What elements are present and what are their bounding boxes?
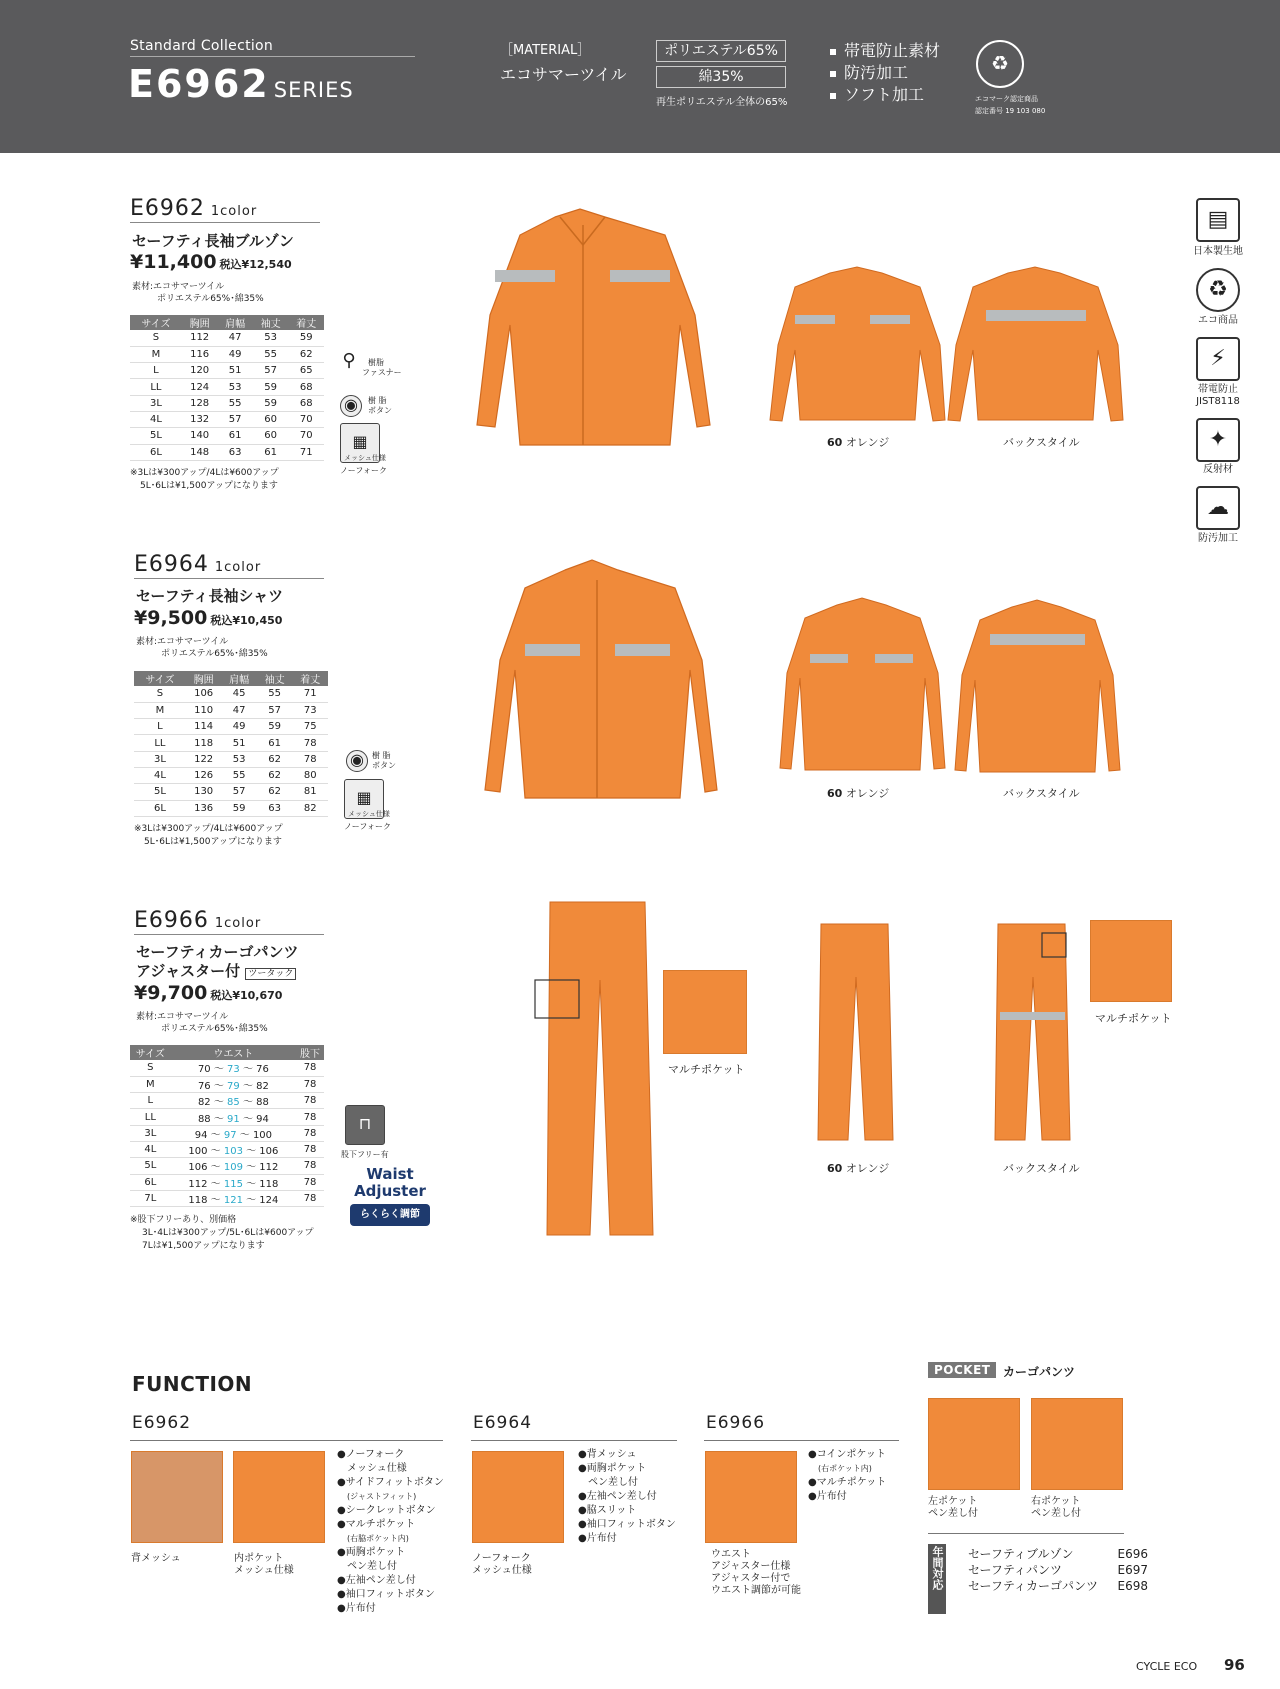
back-caption: バックスタイル: [1003, 1162, 1080, 1175]
table-row: LL 124 53 59 68: [130, 379, 324, 395]
eco-number: 認定番号 19 103 080: [975, 107, 1046, 115]
left-pocket-photo: [928, 1398, 1020, 1490]
composition-polyester: ポリエステル65%: [656, 40, 786, 62]
function-code: E6964: [473, 1413, 533, 1433]
feature-list: ● ノーフォーク メッシュ仕様 ● サイドフィットボタン (ジャストフィット) ● シークレットボタン ● マルチポケット (右脇ポケット内) ● 両胸ポケット ペン差し付 ● 左袖ペン差し付 ● 袖口フィットボタン ● 片布付: [337, 1448, 444, 1616]
material-line: 素材:エコサマーツイル: [132, 282, 225, 292]
product-name: セーフティカーゴパンツ: [136, 943, 299, 961]
photo-caption: 背メッシュ: [131, 1553, 181, 1564]
jacket-front-image: [465, 205, 715, 455]
waist-adjuster-badge: Waist Adjuster らくらく調節: [345, 1166, 435, 1226]
table-row: L 114 49 59 75: [134, 719, 328, 735]
zipper-icon: ⚲: [342, 350, 356, 371]
size-note: 5L･6Lは¥1,500アップになります: [140, 481, 278, 491]
icon-label: JIST8118: [1196, 396, 1240, 407]
icon-label: 帯電防止: [1198, 384, 1238, 395]
icon-label: 反射材: [1203, 464, 1233, 475]
divider: [928, 1533, 1124, 1534]
feature-label: ファスナー: [362, 368, 402, 377]
recycled-note: 再生ポリエステル全体の65%: [656, 97, 788, 108]
reflector-icon: ✦: [1196, 418, 1240, 462]
color-caption: 60 オレンジ: [827, 1162, 890, 1175]
stain-icon: ☁: [1196, 486, 1240, 530]
color-caption: 60 オレンジ: [827, 436, 890, 449]
size-note: 5L･6Lは¥1,500アップになります: [144, 837, 282, 847]
feature-label: ノーフォーク: [340, 466, 387, 475]
footer-brand: CYCLE ECO: [1136, 1660, 1198, 1673]
table-row: M 116 49 55 62: [130, 346, 324, 362]
size-note: ※3Lは¥300アップ/4Lは¥600アップ: [134, 824, 283, 834]
series-header: [0, 0, 1280, 153]
feature-antistatic: 帯電防止素材: [830, 38, 940, 61]
table-row: 7L 118 ～ 121 ～ 124 78: [130, 1190, 324, 1206]
button-icon: ◉: [346, 750, 368, 772]
photo-caption: メッシュ仕様: [472, 1565, 532, 1576]
pocket-title: カーゴパンツ: [1003, 1365, 1076, 1379]
mesh-icon: ▦: [340, 423, 380, 463]
photo-caption: メッシュ仕様: [234, 1565, 294, 1576]
table-row: 3L 128 55 59 68: [130, 395, 324, 411]
size-table-header: 袖丈: [253, 315, 289, 330]
table-row: S 106 45 55 71: [134, 686, 328, 702]
pocket-caption: マルチポケット: [668, 1063, 745, 1076]
photo-caption: 左ポケット ペン差し付: [928, 1496, 978, 1519]
material-line: 素材:エコサマーツイル: [136, 637, 229, 647]
mesh-icon: ▦: [344, 779, 384, 819]
size-note: ※3Lは¥300アップ/4Lは¥600アップ: [130, 468, 279, 478]
jacket-front-small-image: [770, 265, 945, 425]
material-label: ［MATERIAL］: [500, 43, 591, 58]
pants-front-small-image: [818, 922, 893, 1142]
size-table: [134, 671, 328, 817]
size-table: [130, 1045, 324, 1207]
feature-label: 股下フリー有: [341, 1150, 389, 1159]
divider: [130, 1440, 443, 1441]
size-table-header: 肩幅: [221, 671, 257, 686]
table-row: 3L 94 ～ 97 ～ 100 78: [130, 1125, 324, 1141]
waist-adjuster-photo: [705, 1451, 797, 1543]
back-caption: バックスタイル: [1003, 787, 1080, 800]
material-line: 素材:エコサマーツイル: [136, 1012, 229, 1022]
product-name-sub: アジャスター付 ツータック: [136, 960, 296, 981]
divider: [471, 1440, 677, 1441]
function-code: E6966: [706, 1413, 766, 1433]
material-name: エコサマーツイル: [500, 65, 627, 84]
feature-list: ● コインポケット (右ポケット内) ● マルチポケット ● 片布付: [808, 1448, 886, 1504]
no-fork-photo: [472, 1451, 564, 1543]
size-table-header: サイズ: [130, 315, 182, 330]
collection-label: Standard Collection: [130, 38, 274, 54]
table-row: L 82 ～ 85 ～ 88 78: [130, 1093, 324, 1109]
table-row: 4L 126 55 62 80: [134, 767, 328, 783]
pants-front-image: [545, 900, 655, 1240]
feature-label: ボタン: [368, 406, 392, 415]
table-row: LL 118 51 61 78: [134, 735, 328, 751]
divider: [134, 934, 324, 935]
product-code: E6962 1color: [130, 196, 258, 221]
icon-label: 日本製生地: [1193, 246, 1243, 257]
size-table-header: 肩幅: [217, 315, 253, 330]
pocket-tag: POCKET: [928, 1362, 996, 1378]
table-row: 6L 112 ～ 115 ～ 118 78: [130, 1174, 324, 1190]
product-price: ¥9,500 税込¥10,450: [134, 607, 283, 629]
button-icon: ◉: [340, 395, 362, 417]
function-code: E6962: [132, 1413, 192, 1433]
feature-stain: 防汚加工: [830, 60, 908, 83]
multi-pocket-back-photo: [1090, 920, 1172, 1002]
feature-label: ボタン: [372, 761, 396, 770]
shirt-back-image: [955, 600, 1120, 775]
size-note: 3L･4Lは¥300アップ/5L･6Lは¥600アップ: [142, 1228, 314, 1238]
year-round-list: セーフティブルゾン E696 セーフティパンツ E697 セーフティカーゴパンツ E698: [968, 1547, 1148, 1593]
size-note: 7Lは¥1,500アップになります: [142, 1241, 265, 1251]
product-name: セーフティ長袖シャツ: [136, 587, 284, 605]
material-line: ポリエステル65%･綿35%: [161, 649, 268, 659]
product-code: E6966 1color: [134, 908, 262, 933]
feature-label: メッシュ仕様: [344, 454, 386, 462]
back-mesh-photo: [131, 1451, 223, 1543]
product-price: ¥11,400 税込¥12,540: [130, 251, 292, 273]
multi-pocket-photo: [663, 970, 747, 1054]
fabric-icon: ▤: [1196, 198, 1240, 242]
page-number: 96: [1224, 1656, 1245, 1674]
table-row: LL 88 ～ 91 ～ 94 78: [130, 1109, 324, 1125]
table-row: 5L 106 ～ 109 ～ 112 78: [130, 1158, 324, 1174]
series-title: E6962 SERIES: [128, 62, 354, 106]
photo-caption: ウエスト アジャスター仕様 アジャスター付で ウエスト調節が可能: [711, 1549, 801, 1596]
shirt-front-small-image: [780, 598, 945, 773]
inner-pocket-photo: [233, 1451, 325, 1543]
icon-label: 防汚加工: [1198, 533, 1238, 544]
function-title: FUNCTION: [132, 1372, 253, 1396]
divider: [704, 1440, 899, 1441]
photo-caption: ノーフォーク: [472, 1553, 531, 1564]
color-caption: 60 オレンジ: [827, 787, 890, 800]
size-note: ※股下フリーあり、別価格: [130, 1215, 237, 1225]
feature-label: 樹脂: [368, 358, 384, 367]
size-table-header: 着丈: [288, 315, 324, 330]
table-row: S 70 ～ 73 ～ 76 78: [130, 1060, 324, 1076]
table-row: S 112 47 53 59: [130, 330, 324, 346]
product-price: ¥9,700 税込¥10,670: [134, 982, 283, 1004]
table-row: 4L 100 ～ 103 ～ 106 78: [130, 1141, 324, 1157]
photo-caption: 内ポケット: [234, 1553, 284, 1564]
recycle-icon: ♻: [1196, 268, 1240, 312]
table-row: L 120 51 57 65: [130, 363, 324, 379]
table-row: 6L 136 59 63 82: [134, 800, 328, 816]
product-code: E6964 1color: [134, 552, 262, 577]
product-name: セーフティ長袖ブルゾン: [132, 232, 294, 250]
jacket-back-image: [948, 265, 1123, 425]
feature-soft: ソフト加工: [830, 82, 924, 105]
divider: [130, 222, 320, 223]
icon-label: エコ商品: [1198, 315, 1238, 326]
table-row: 3L 122 53 62 78: [134, 751, 328, 767]
material-line: ポリエステル65%･綿35%: [161, 1024, 268, 1034]
right-pocket-photo: [1031, 1398, 1123, 1490]
size-table-header: 胸囲: [182, 315, 218, 330]
composition-cotton: 綿35%: [656, 66, 786, 88]
back-caption: バックスタイル: [1003, 436, 1080, 449]
size-table-header: 胸囲: [186, 671, 222, 686]
divider: [134, 578, 324, 579]
pants-back-image: [995, 922, 1070, 1142]
table-row: 5L 130 57 62 81: [134, 784, 328, 800]
pants-icon: ⊓: [345, 1105, 385, 1145]
table-row: M 76 ～ 79 ～ 82 78: [130, 1076, 324, 1092]
feature-list: ● 背メッシュ ● 両胸ポケット ペン差し付 ● 左袖ペン差し付 ● 脇スリット ● 袖口フィットボタン ● 片布付: [578, 1448, 676, 1546]
divider: [130, 56, 415, 57]
size-table-header: サイズ: [130, 1045, 171, 1060]
photo-caption: 右ポケット ペン差し付: [1031, 1496, 1081, 1519]
antistatic-icon: ⚡: [1196, 337, 1240, 381]
eco-mark-icon: ♻: [976, 40, 1024, 88]
feature-label: ノーフォーク: [344, 822, 391, 831]
size-table-header: 袖丈: [257, 671, 293, 686]
size-table-header: 着丈: [292, 671, 328, 686]
pocket-caption: マルチポケット: [1095, 1012, 1172, 1025]
feature-label: 樹 脂: [368, 396, 387, 405]
eco-caption: エコマーク認定商品: [975, 95, 1038, 103]
shirt-front-image: [480, 560, 720, 805]
table-row: 6L 148 63 61 71: [130, 444, 324, 460]
year-round-label: 年間対応: [928, 1544, 946, 1614]
table-row: 4L 132 57 60 70: [130, 411, 324, 427]
feature-label: メッシュ仕様: [348, 810, 390, 818]
feature-label: 樹 脂: [372, 751, 391, 760]
size-table: [130, 315, 324, 461]
size-table-header: 股下: [296, 1045, 324, 1060]
material-line: ポリエステル65%･綿35%: [157, 294, 264, 304]
size-table-header: サイズ: [134, 671, 186, 686]
table-row: M 110 47 57 73: [134, 702, 328, 718]
size-table-header: ウエスト: [171, 1045, 296, 1060]
table-row: 5L 140 61 60 70: [130, 428, 324, 444]
